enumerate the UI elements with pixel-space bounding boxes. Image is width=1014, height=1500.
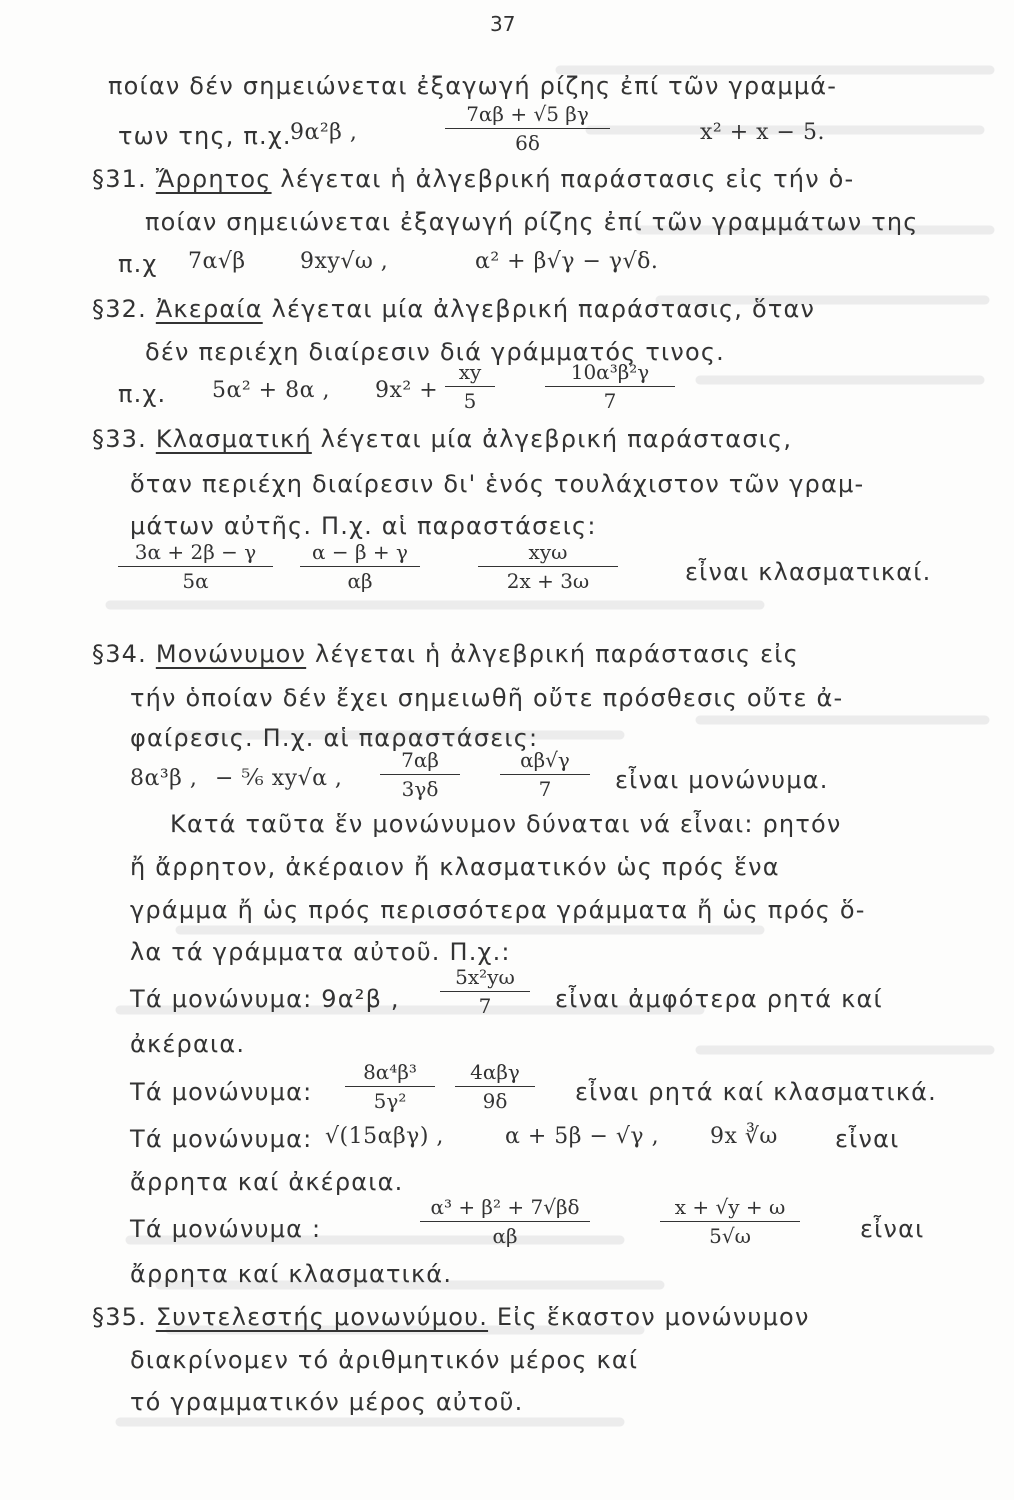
fraction [660,1195,800,1248]
math-expression: x² + x − 5. [700,120,825,145]
section-35-heading [92,1303,810,1331]
fraction-denominator: 5α [182,569,209,593]
text-line: των της, π.χ. [118,122,292,150]
text-line: τήν ὁποίαν δέν ἔχει σημειωθῆ οὔτε πρόσθεσις οὔτε ἀ- [130,684,844,712]
fraction [545,360,675,413]
text-line: Κατά ταῦτα ἕν μονώνυμον δύναται νά εἶναι: ρητόν [170,810,842,838]
text-line: λα τά γράμματα αὐτοῦ. Π.χ.: [130,938,511,966]
section-32-heading [92,295,815,323]
fraction-numerator: 7αβ + √5 βγ [445,102,610,129]
text-line: εἶναι [860,1215,925,1243]
section-definition: λέγεται ἡ ἀλγεβρική παράστασις εἰς τήν ὁ- [280,165,855,193]
section-term: Ἀκεραία [155,295,263,323]
fraction-denominator: 2x + 3ω [506,569,590,593]
fraction [380,748,460,801]
fraction-denominator: 7 [538,777,552,801]
math-expression: √(15αβγ) , [325,1124,444,1149]
text-line: εἶναι [835,1125,900,1153]
fraction-numerator: x + √y + ω [660,1195,800,1222]
text-line: Τά μονώνυμα: [130,1125,313,1153]
section-term: Συντελεστής μονωνύμου. [155,1303,489,1331]
text-line: διακρίνομεν τό ἀριθμητικόν μέρος καί [130,1346,639,1374]
section-number: §33. [92,425,147,453]
section-number: §34. [92,640,147,668]
fraction-numerator: 7αβ [380,748,460,775]
text-line: Τά μονώνυμα: [130,1078,313,1106]
section-number: §32. [92,295,147,323]
text-line: εἶναι ἀμφότερα ρητά καί [555,985,883,1013]
text-line: Τά μονώνυμα: 9α²β , [130,985,400,1013]
text-line: ποίαν δέν σημειώνεται ἐξαγωγή ρίζης ἐπί τῶν γραμμά- [108,72,838,100]
fraction [500,748,590,801]
text-line: φαίρεσις. Π.χ. αἱ παραστάσεις: [130,724,539,752]
math-expression: 9xy√ω , [300,249,389,274]
section-number: §35. [92,1303,147,1331]
fraction [440,965,530,1018]
fraction-numerator: 3α + 2β − γ [118,540,273,567]
fraction-denominator: 7 [478,994,492,1018]
text-line: ἀκέραια. [130,1030,246,1058]
fraction-denominator: αβ [492,1224,518,1248]
section-34-heading [92,640,799,668]
fraction-denominator: 9δ [482,1089,508,1113]
text-line: εἶναι κλασματικαί. [685,558,932,586]
fraction-denominator: 5γ² [373,1089,407,1113]
fraction-denominator: 7 [603,389,617,413]
fraction [445,360,495,413]
math-expression: α + 5β − √γ , [505,1124,660,1149]
section-definition: λέγεται μία ἀλγεβρική παράστασις, [320,425,793,453]
math-expression: 5α² + 8α , [212,378,330,403]
fraction [420,1195,590,1248]
section-number: §31. [92,165,147,193]
page-number: 37 [490,12,516,36]
text-line: ἄρρητα καί κλασματικά. [130,1260,453,1288]
text-line: τό γραμματικόν μέρος αὐτοῦ. [130,1388,524,1416]
text-line: Τά μονώνυμα : [130,1215,322,1243]
section-definition: λέγεται μία ἀλγεβρική παράστασις, ὅταν [271,295,816,323]
math-expression: 9x² + [375,378,439,403]
text-line: ποίαν σημειώνεται ἐξαγωγή ρίζης ἐπί τῶν γραμμάτων της [145,208,919,236]
text-line: π.χ. [118,380,167,408]
section-31-heading [92,165,854,193]
math-expression: 9α²β , [290,120,358,145]
fraction-numerator: 4αβγ [455,1060,535,1087]
text-line: εἶναι ρητά καί κλασματικά. [575,1078,937,1106]
fraction [478,540,618,593]
fraction-denominator: 3γδ [401,777,439,801]
text-line: μάτων αὐτῆς. Π.χ. αἱ παραστάσεις: [130,512,597,540]
text-line: γράμμα ἤ ὡς πρός περισσότερα γράμματα ἤ ὡς πρός ὅ- [130,896,866,924]
section-term: Ἄρρητος [155,165,272,193]
fraction-numerator: αβ√γ [500,748,590,775]
math-expression: − ⁵⁄₆ xy√α , [215,766,343,791]
fraction [445,102,610,155]
section-definition: Εἰς ἕκαστον μονώνυμον [496,1303,810,1331]
fraction-numerator: α − β + γ [300,540,420,567]
text-line: ἄρρητα καί ἀκέραια. [130,1168,404,1196]
section-33-heading [92,425,792,453]
math-expression: 9x ∛ω [710,1124,778,1149]
fraction-denominator: αβ [347,569,373,593]
section-term: Κλασματική [155,425,312,453]
text-line: π.χ [118,250,158,278]
fraction-numerator: 5x²yω [440,965,530,992]
fraction-denominator: 5 [463,389,477,413]
section-term: Μονώνυμον [155,640,307,668]
math-expression: 8α³β , [130,766,198,791]
math-expression: α² + β√γ − γ√δ. [475,249,659,274]
text-line: εἶναι μονώνυμα. [615,766,829,794]
text-line: δέν περιέχη διαίρεσιν διά γράμματός τινος. [145,338,725,366]
fraction-numerator: 8α⁴β³ [345,1060,435,1087]
fraction-numerator: xy [445,360,495,387]
text-line: ὅταν περιέχη διαίρεσιν δι' ἑνός τουλάχιστον τῶν γραμ- [130,470,865,498]
fraction [345,1060,435,1113]
fraction [455,1060,535,1113]
fraction-denominator: 6δ [515,131,540,155]
fraction-numerator: α³ + β² + 7√βδ [420,1195,590,1222]
math-expression: 7α√β [188,249,246,274]
fraction [300,540,420,593]
text-line: ἤ ἄρρητον, ἀκέραιον ἤ κλασματικόν ὡς πρός ἕνα [130,853,780,881]
fraction [118,540,273,593]
fraction-denominator: 5√ω [709,1224,751,1248]
fraction-numerator: 10α³β²γ [545,360,675,387]
fraction-numerator: xyω [478,540,618,567]
section-definition: λέγεται ἡ ἀλγεβρική παράστασις εἰς [315,640,799,668]
